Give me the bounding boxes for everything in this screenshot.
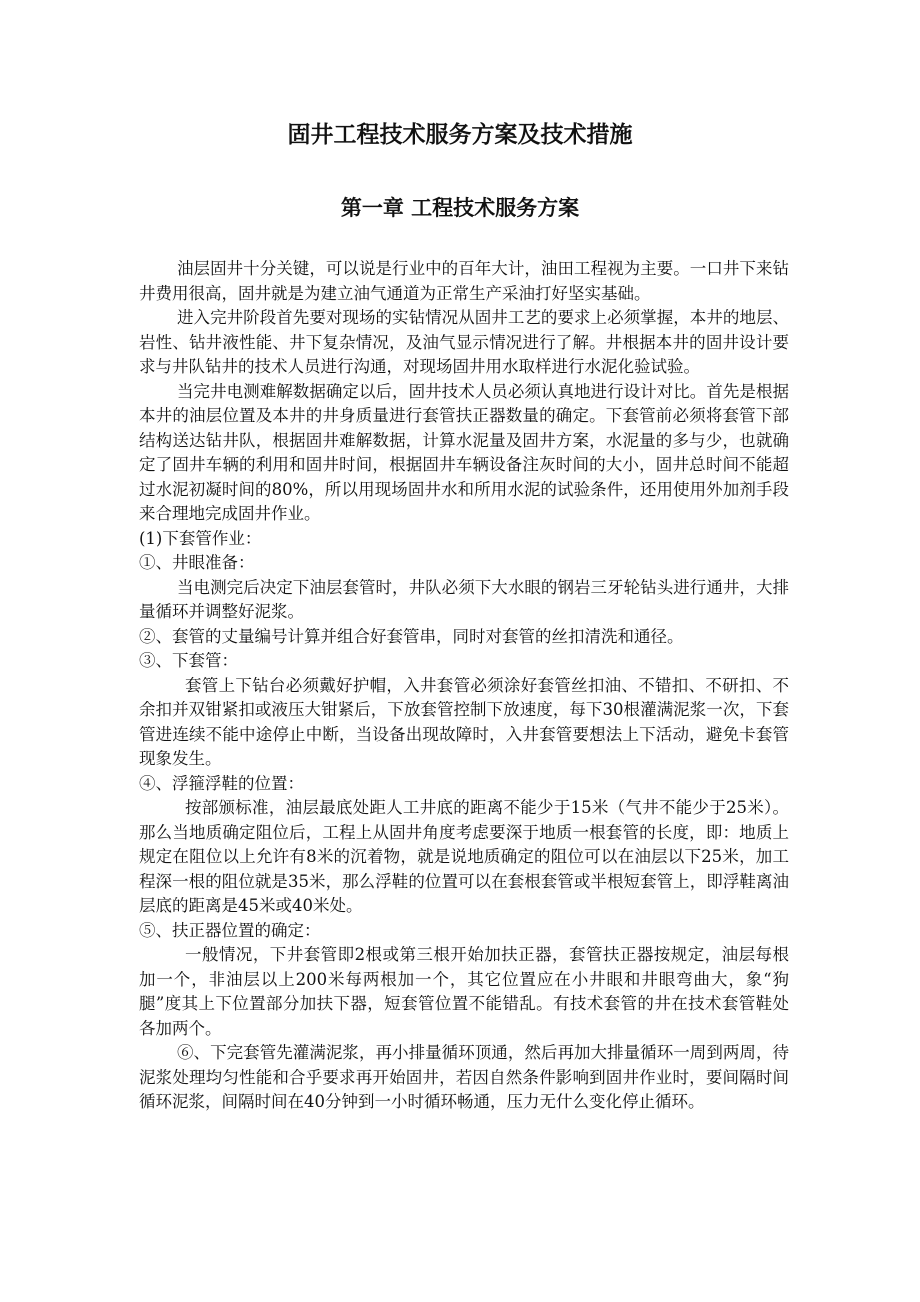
paragraph-circulation: ⑥、下完套管先灌满泥浆，再小排量循环顶通，然后再加大排量循环一周到两周，待泥浆处理均匀性能和合乎要求再开始固井，若因自然条件影响到固井作业时，要间隔时间循环泥浆，间隔时间在40分钟到一小时循环畅通，压力无什么变化停止循环。	[139, 1043, 789, 1111]
paragraph-float-position: 按部颁标准，油层最底处距人工井底的距离不能少于15米（气井不能少于25米）。那么当地质确定阻位后，工程上从固井角度考虑要深于地质一根套管的长度，即：地质上规定在阻位以上允许有8米的沉着物，就是说地质确定的阻位可以在油层以下25米，加工程深一根的阻位就是35米，那么浮鞋的位置可以在套根套管或半根短套管上，即浮鞋离油层底的距离是45米或40米处。	[139, 798, 789, 915]
paragraph-intro: 油层固井十分关键，可以说是行业中的百年大计，油田工程视为主要。一口井下来钻井费用很高，固井就是为建立油气通道为正常生产采油打好坚实基础。	[139, 259, 789, 303]
paragraph-run-casing: 套管上下钻台必须戴好护帽，入井套管必须涂好套管丝扣油、不错扣、不研扣、不余扣并双钳紧扣或液压大钳紧后，下放套管控制下放速度，每下30根灌满泥浆一次，下套管进连续不能中途停止中断，当设备出现故障时，入井套管要想法上下活动，避免卡套管现象发生。	[139, 675, 789, 768]
item-heading-run-casing: ③、下套管：	[139, 651, 238, 670]
section-heading-casing-run: (1)下套管作业：	[139, 528, 262, 548]
document-body	[139, 257, 789, 1115]
item-heading-centralizer: ⑤、扶正器位置的确定：	[139, 920, 321, 940]
paragraph-centralizer: 一般情况，下井套管即2根或第三根开始加扶正器，套管扶正器按规定，油层每根加一个，非油层以上200米每两根加一个，其它位置应在小井眼和井眼弯曲大，象“狗腿”度其上下位置部分加扶下器，短套管位置不能错乱。有技术套管的井在技术套管鞋处各加两个。	[139, 945, 789, 1038]
item-heading-float-position: ④、浮箍浮鞋的位置：	[139, 773, 304, 793]
document-title: 固井工程技术服务方案及技术措施	[287, 122, 633, 148]
paragraph-completion-stage: 进入完井阶段首先要对现场的实钻情况从固井工艺的要求上必须掌握，本井的地层、岩性、钻井液性能、井下复杂情况，及油气显示情况进行了解。井根据本井的固井设计要求与井队钻井的技术人员进行沟通，对现场固井用水取样进行水泥化验试验。	[139, 308, 789, 376]
paragraph-design-comparison: 当完井电测难解数据确定以后，固井技术人员必须认真地进行设计对比。首先是根据本井的油层位置及本井的井身质量进行套管扶正器数量的确定。下套管前必须将套管下部结构送达钻井队，根据固井难解数据，计算水泥量及固井方案，水泥量的多与少，也就确定了固井车辆的利用和固井时间，根据固井车辆设备注灰时间的大小，固井总时间不能超过水泥初凝时间的80%，所以用现场固井水和所用水泥的试验条件，还用使用外加剂手段来合理地完成固井作业。	[139, 381, 789, 523]
item-casing-measurement: ②、套管的丈量编号计算并组合好套管串，同时对套管的丝扣清洗和通径。	[139, 626, 684, 646]
item-heading-wellbore-prep: ①、井眼准备：	[139, 553, 255, 572]
chapter-title: 第一章 工程技术服务方案	[340, 196, 580, 220]
paragraph-wellbore-prep: 当电测完后决定下油层套管时，井队必须下大水眼的钢岩三牙轮钻头进行通井，大排量循环并调整好泥浆。	[139, 577, 789, 621]
